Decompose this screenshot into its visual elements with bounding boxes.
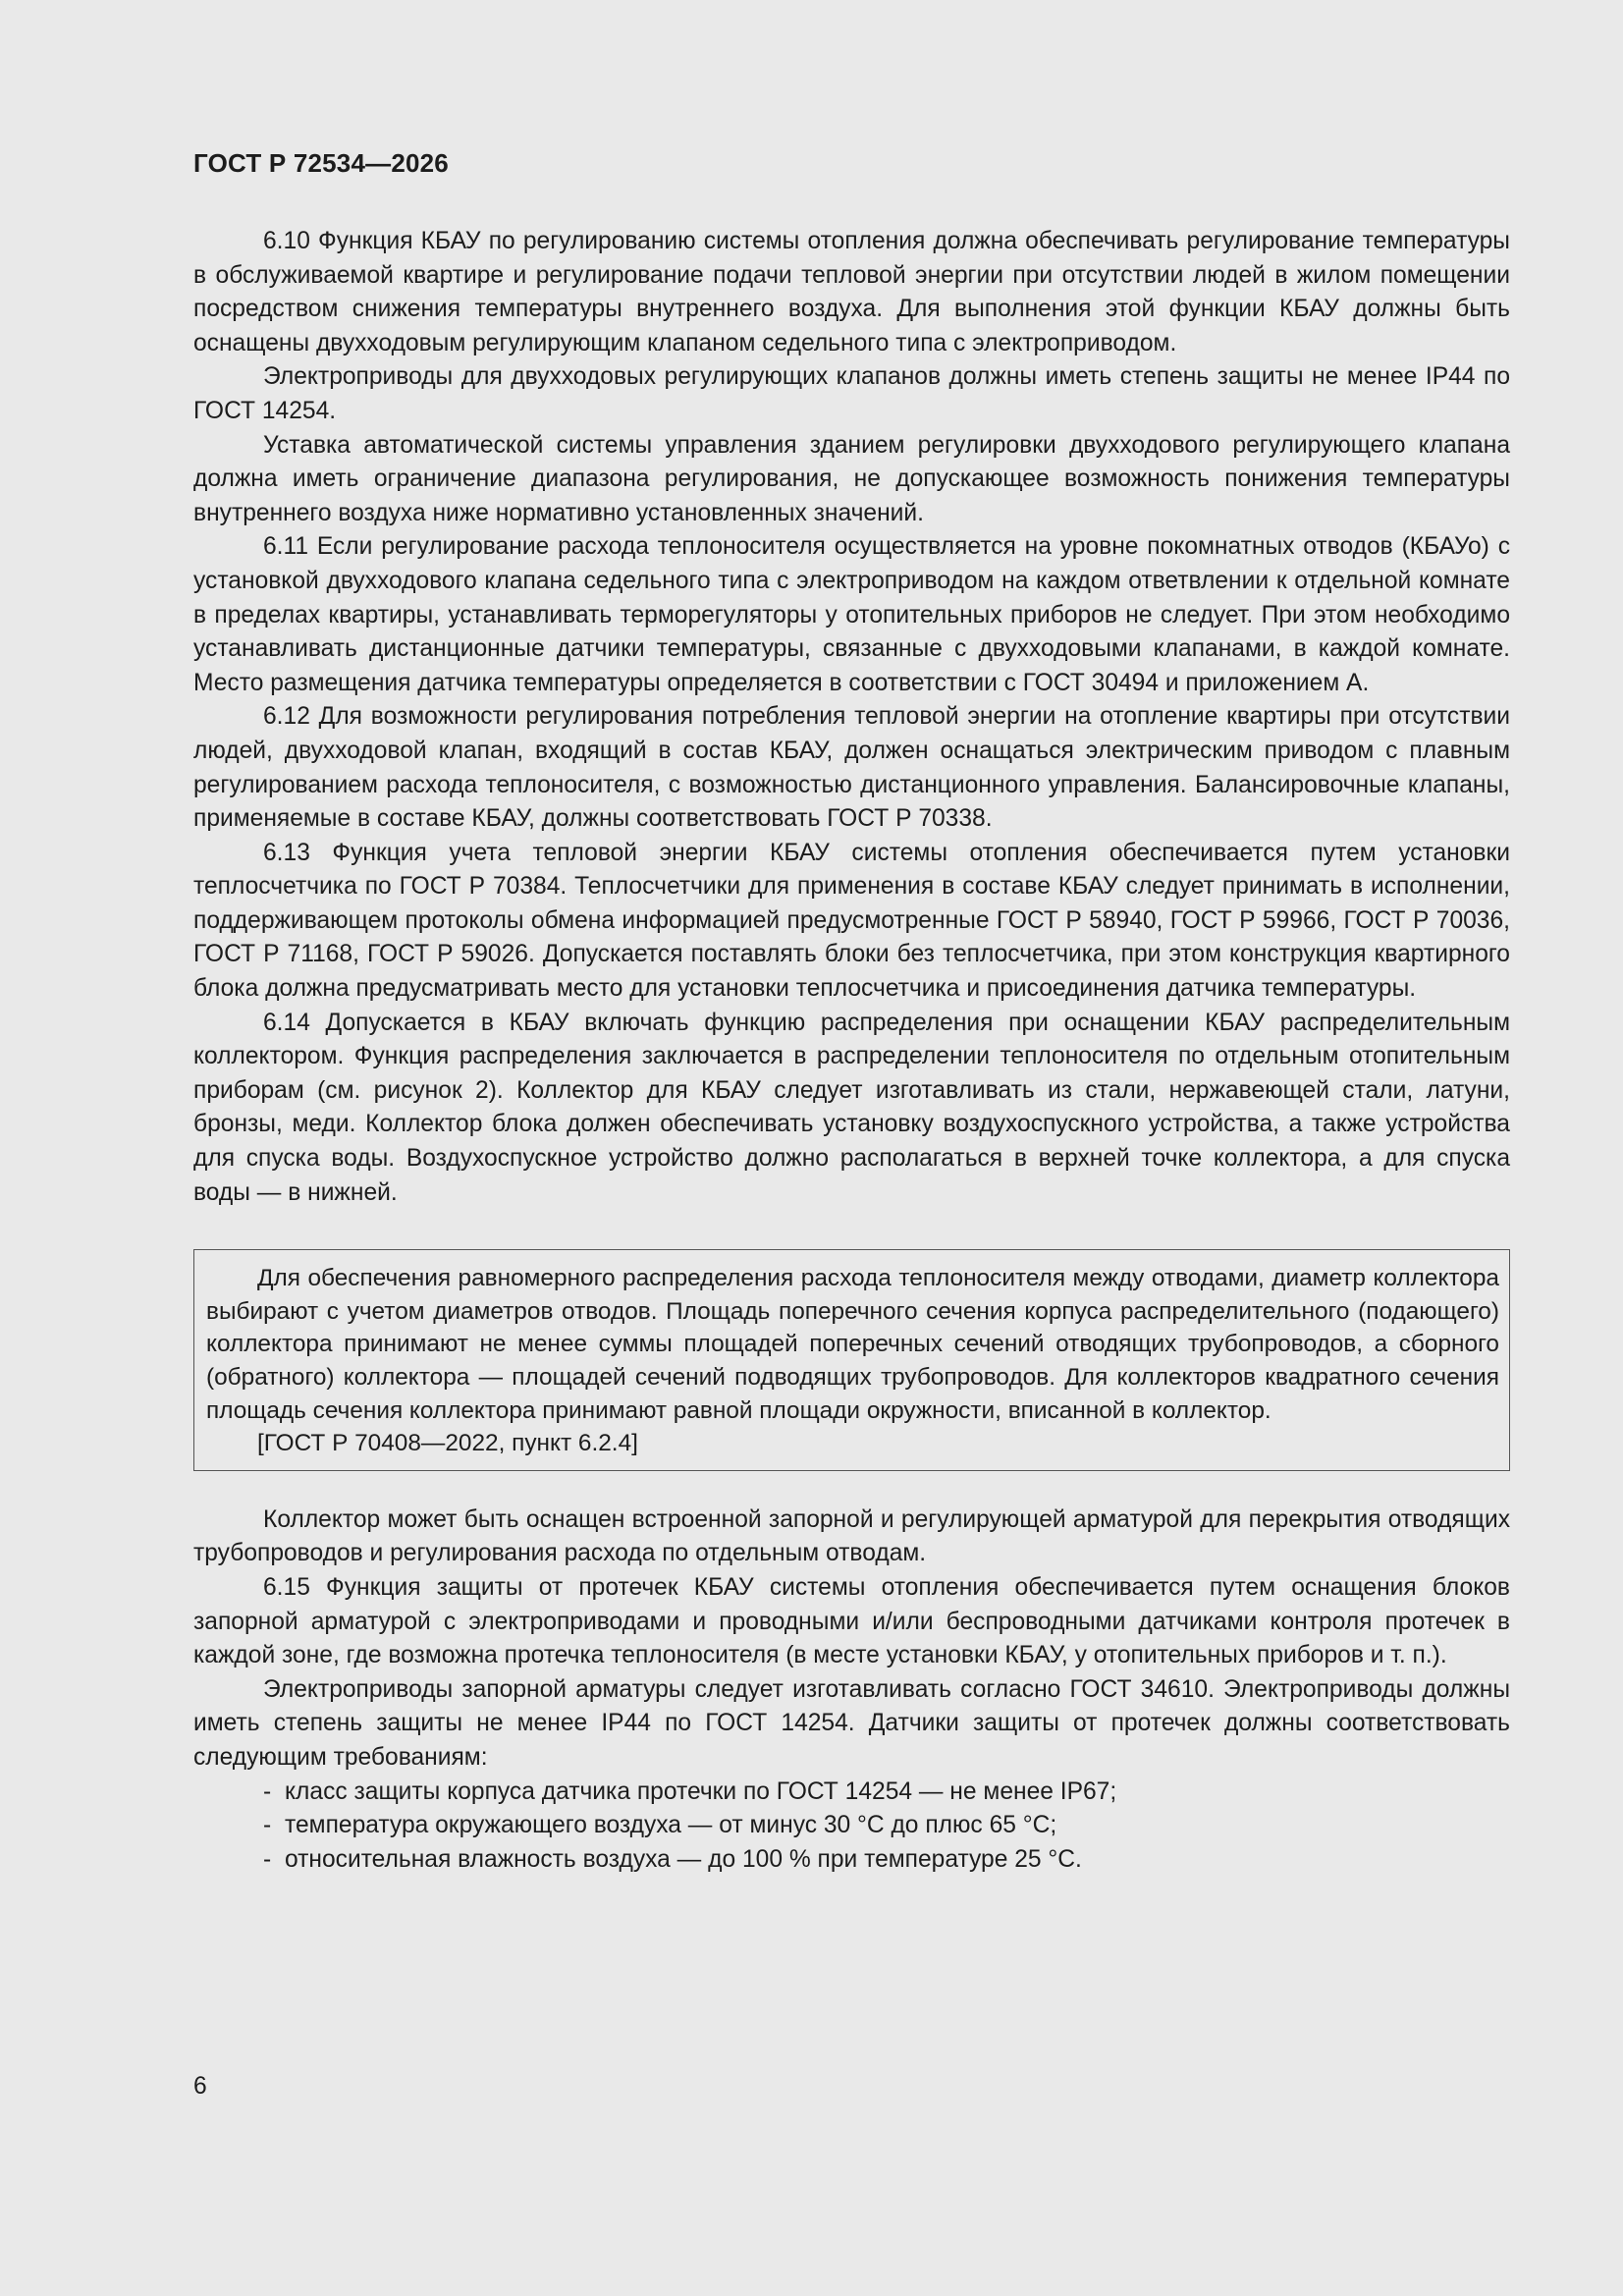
paragraph-6-13: 6.13 Функция учета тепловой энергии КБАУ системы отопления обеспечивается путем установки теплосчетчика по ГОСТ Р 70384. Теплосчетчики для применения в составе КБАУ следует принимать в исполнении, поддерживающем протоколы обмена информацией предусмотренные ГОСТ Р 58940, ГОСТ Р 59966, ГОСТ Р 70036, ГОСТ Р 71168, ГОСТ Р 59026. Допускается поставлять блоки без теплосчетчика, при этом конструкция квартирного блока должна предусматривать место для установки теплосчетчика и присоединения датчика температуры. bbox=[193, 839, 1510, 1003]
list-item-text: относительная влажность воздуха — до 100 % при температуре 25 °С. bbox=[285, 1845, 1082, 1873]
quoted-requirement-source: [ГОСТ Р 70408—2022, пункт 6.2.4] bbox=[257, 1430, 638, 1457]
paragraph-6-11: 6.11 Если регулирование расхода теплоносителя осуществляется на уровне покомнатных отводов (КБАУо) с установкой двухходового клапана седельного типа с электроприводом на каждом ответвлении к отдельной комнате в пределах квартиры, устанавливать терморегуляторы у отопительных приборов не следует. При этом необходимо устанавливать дистанционные датчики температуры, связанные с двухходовыми клапанами, в каждой комнате. Место размещения датчика температуры определяется в соответствии с ГОСТ 30494 и приложением А. bbox=[193, 533, 1510, 696]
list-item-text: класс защиты корпуса датчика протечки по ГОСТ 14254 — не менее IP67; bbox=[285, 1777, 1117, 1805]
document-header: ГОСТ Р 72534—2026 bbox=[193, 148, 449, 178]
list-bullet: - bbox=[263, 1777, 272, 1805]
list-bullet: - bbox=[263, 1812, 272, 1839]
list-item bbox=[193, 1843, 1510, 1878]
paragraph-6-10: 6.10 Функция КБАУ по регулированию системы отопления должна обеспечивать регулирование температуры в обслуживаемой квартире и регулирование подачи тепловой энергии при отсутствии людей в жилом помещении посредством снижения температуры внутреннего воздуха. Для выполнения этой функции КБАУ должны быть оснащены двухходовым регулирующим клапаном седельного типа с электроприводом. bbox=[193, 228, 1510, 356]
paragraph-collector-fittings: Коллектор может быть оснащен встроенной запорной и регулирующей арматурой для перекрытия отводящих трубопроводов и регулирования расхода по отдельным отводам. bbox=[193, 1505, 1510, 1567]
paragraph-leak-sensor-requirements: Электроприводы запорной арматуры следует изготавливать согласно ГОСТ 34610. Электроприводы должны иметь степень защиты не менее IP44 по ГОСТ 14254. Датчики защиты от протечек должны соответствовать следующим требованиям: bbox=[193, 1675, 1510, 1771]
document-body bbox=[193, 225, 1510, 1877]
sensor-requirements-list bbox=[193, 1776, 1510, 1878]
list-item bbox=[193, 1776, 1510, 1810]
list-bullet: - bbox=[263, 1845, 272, 1873]
quoted-requirement-text: Для обеспечения равномерного распределения расхода теплоносителя между отводами, диаметр коллектора выбирают с учетом диаметров отводов. Площадь поперечного сечения корпуса распределительного (подающего) коллектора принимают не менее суммы площадей поперечных сечений отводящих трубопроводов, а сборного (обратного) коллектора — площадей сечений подводящих трубопроводов. Для коллекторов квадратного сечения площадь сечения коллектора принимают равной площади окружности, вписанной в коллектор. bbox=[206, 1265, 1499, 1424]
paragraph-6-12: 6.12 Для возможности регулирования потребления тепловой энергии на отопление квартиры при отсутствии людей, двухходовой клапан, входящий в состав КБАУ, должен оснащаться электрическим приводом с плавным регулированием расхода теплоносителя, с возможностью дистанционного управления. Балансировочные клапаны, применяемые в составе КБАУ, должны соответствовать ГОСТ Р 70338. bbox=[193, 703, 1510, 833]
paragraph-6-14: 6.14 Допускается в КБАУ включать функцию распределения при оснащении КБАУ распределительным коллектором. Функция распределения заключается в распределении теплоносителя по отдельным отопительным приборам (см. рисунок 2). Коллектор для КБАУ следует изготавливать из стали, нержавеющей стали, латуни, бронзы, меди. Коллектор блока должен обеспечивать установку воздухоспускного устройства, а также устройства для спуска воды. Воздухоспускное устройство должно располагаться в верхней точке коллектора, а для спуска воды — в нижней. bbox=[193, 1009, 1510, 1206]
paragraph-setpoint-limit: Уставка автоматической системы управления зданием регулировки двухходового регулирующего клапана должна иметь ограничение диапазона регулирования, не допускающее возможность понижения температуры внутреннего воздуха ниже нормативно установленных значений. bbox=[193, 431, 1510, 526]
list-item bbox=[193, 1809, 1510, 1843]
paragraph-actuator-protection: Электроприводы для двухходовых регулирующих клапанов должны иметь степень защиты не менее IP44 по ГОСТ 14254. bbox=[193, 363, 1510, 424]
page-number: 6 bbox=[193, 2073, 207, 2100]
list-item-text: температура окружающего воздуха — от минус 30 °С до плюс 65 °С; bbox=[285, 1812, 1057, 1839]
paragraph-6-15: 6.15 Функция защиты от протечек КБАУ системы отопления обеспечивается путем оснащения блоков запорной арматурой с электроприводами и проводными и/или беспроводными датчиками контроля протечек в каждой зоне, где возможна протечка теплоносителя (в месте установки КБАУ, у отопительных приборов и т. п.). bbox=[193, 1573, 1510, 1669]
quoted-requirement-box bbox=[193, 1249, 1510, 1471]
